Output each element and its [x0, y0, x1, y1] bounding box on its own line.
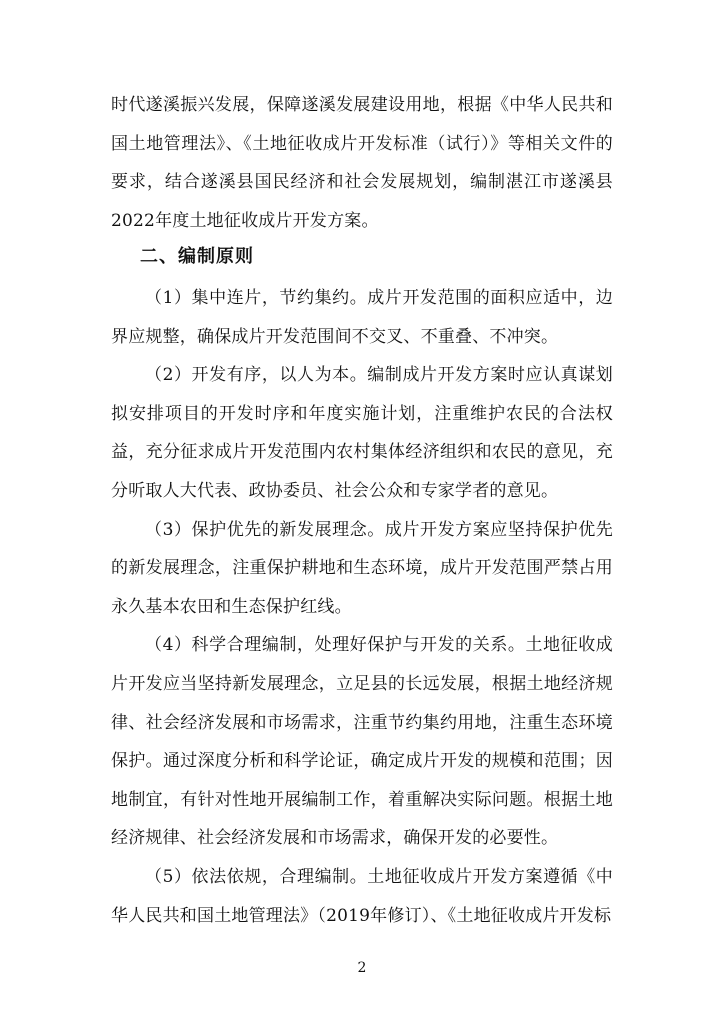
principle-paragraph: （4）科学合理编制，处理好保护与开发的关系。土地征收成片开发应当坚持新发展理念，立足县的长远发展，根据土地经济规律、社会经济发展和市场需求，注重节约集约用地，注重生态环境保护。通过深度分析和科学论证，确定成片开发的规模和范围；因地制宜，有针对性地开展编制工作，着重解决实际问题。根据土地经济规律、社会经济发展和市场需求，确保开发的必要性。 — [111, 635, 613, 849]
principle-paragraph: （1）集中连片，节约集约。成片开发范围的面积应适中，边界应规整，确保成片开发范围间不交叉、不重叠、不冲突。 — [111, 288, 613, 347]
principle-paragraph: （3）保护优先的新发展理念。成片开发方案应坚持保护优先的新发展理念，注重保护耕地和生态环境，成片开发范围严禁占用永久基本农田和生态保护红线。 — [111, 519, 613, 617]
intro-paragraph: 时代遂溪振兴发展，保障遂溪发展建设用地，根据《中华人民共和国土地管理法》、《土地征收成片开发标准（试行）》等相关文件的要求，结合遂溪县国民经济和社会发展规划，编制湛江市遂溪县2022年度土地征收成片开发方案。 — [111, 95, 613, 231]
principles-list — [111, 279, 613, 935]
principle-paragraph: （5）依法依规，合理编制。土地征收成片开发方案遵循《中华人民共和国土地管理法》（2019年修订）、《土地征收成片开发标 — [111, 866, 613, 926]
page-number: 2 — [357, 960, 367, 976]
principle-paragraph: （2）开发有序，以人为本。编制成片开发方案时应认真谋划拟安排项目的开发时序和年度实施计划，注重维护农民的合法权益，充分征求成片开发范围内农村集体经济组织和农民的意见，充分听取人大代表、政协委员、社会公众和专家学者的意见。 — [111, 365, 613, 501]
section-heading: 二、编制原则 — [140, 246, 254, 267]
